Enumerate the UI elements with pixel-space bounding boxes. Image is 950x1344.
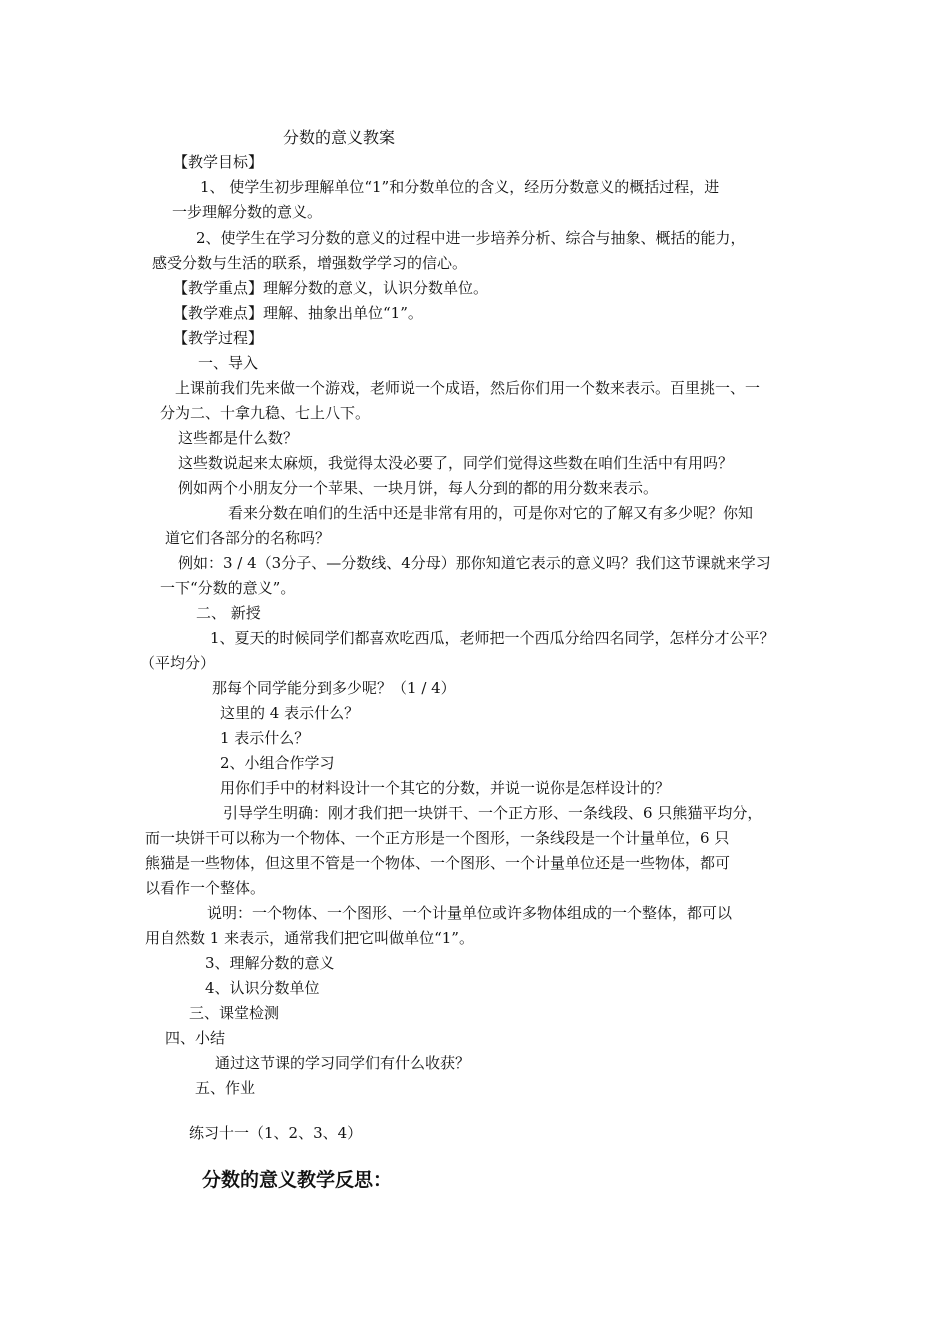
paragraph-line: 说明：一个物体、一个图形、一个计量单位或许多物体组成的一个整体，都可以 <box>207 904 733 922</box>
paragraph-line: 看来分数在咱们的生活中还是非常有用的，可是你对它的了解又有多少呢？你知 <box>228 504 754 522</box>
reflection-heading: 分数的意义教学反思： <box>202 1169 393 1191</box>
paragraph-line: 1、 使学生初步理解单位“1”和分数单位的含义，经历分数意义的概括过程，进 <box>200 178 720 196</box>
subsection-heading: 二、 新授 <box>196 604 261 622</box>
paragraph-line: 这些都是什么数？ <box>178 429 299 447</box>
paragraph-line: 1 表示什么？ <box>220 729 310 747</box>
paragraph-line: 分为二、十拿九稳、七上八下。 <box>160 404 371 422</box>
paragraph-line: 感受分数与生活的联系，增强数学学习的信心。 <box>152 254 468 272</box>
subsection-heading: 3、理解分数的意义 <box>205 954 335 972</box>
subsection-heading: 4、认识分数单位 <box>205 979 320 997</box>
paragraph-line: 1、夏天的时候同学们都喜欢吃西瓜，老师把一个西瓜分给四名同学，怎样分才公平？ <box>210 629 775 647</box>
subsection-heading: 五、作业 <box>195 1079 256 1097</box>
subsection-heading: 四、小结 <box>165 1029 226 1047</box>
paragraph-line: 上课前我们先来做一个游戏，老师说一个成语，然后你们用一个数来表示。百里挑一、一 <box>175 379 761 397</box>
subsection-heading: 一、导入 <box>198 354 259 372</box>
paragraph-line: 用自然数 1 来表示，通常我们把它叫做单位“1”。 <box>145 929 474 947</box>
paragraph-line: 例如两个小朋友分一个苹果、一块月饼，每人分到的都的用分数来表示。 <box>178 479 659 497</box>
paragraph-line: 而一块饼干可以称为一个物体、一个正方形是一个图形，一条线段是一个计量单位，6 只 <box>145 829 730 847</box>
paragraph-line: 2、使学生在学习分数的意义的过程中进一步培养分析、综合与抽象、概括的能力， <box>196 229 746 247</box>
paragraph-line: （平均分） <box>140 654 216 672</box>
section-heading-difficulties: 【教学难点】理解、抽象出单位“1”。 <box>173 304 423 322</box>
section-heading-process: 【教学过程】 <box>173 329 264 347</box>
paragraph-line: 练习十一（1、2、3、4） <box>189 1124 363 1142</box>
paragraph-line: 通过这节课的学习同学们有什么收获？ <box>215 1054 471 1072</box>
section-heading-key-points: 【教学重点】理解分数的意义，认识分数单位。 <box>173 279 489 297</box>
paragraph-line: 2、小组合作学习 <box>220 754 335 772</box>
paragraph-line: 一下“分数的意义”。 <box>160 579 296 597</box>
paragraph-line: 引导学生明确：刚才我们把一块饼干、一个正方形、一条线段、6 只熊猫平均分， <box>223 804 763 822</box>
paragraph-line: 那每个同学能分到多少呢？（1 / 4） <box>212 679 456 697</box>
paragraph-line: 以看作一个整体。 <box>145 879 266 897</box>
section-heading-objectives: 【教学目标】 <box>173 153 264 171</box>
paragraph-line: 道它们各部分的名称吗？ <box>165 529 331 547</box>
paragraph-line: 用你们手中的材料设计一个其它的分数，并说一说你是怎样设计的？ <box>220 779 671 797</box>
paragraph-line: 这些数说起来太麻烦，我觉得太没必要了，同学们觉得这些数在咱们生活中有用吗？ <box>178 454 734 472</box>
paragraph-line: 这里的 4 表示什么？ <box>220 704 360 722</box>
paragraph-line: 熊猫是一些物体，但这里不管是一个物体、一个图形、一个计量单位还是一些物体，都可 <box>145 854 731 872</box>
paragraph-line: 一步理解分数的意义。 <box>172 203 323 221</box>
paragraph-line: 例如：3 / 4（3分子、—分数线、4分母）那你知道它表示的意义吗？我们这节课就来学习 <box>178 554 771 572</box>
document-title: 分数的意义教案 <box>283 128 396 147</box>
subsection-heading: 三、课堂检测 <box>189 1004 280 1022</box>
